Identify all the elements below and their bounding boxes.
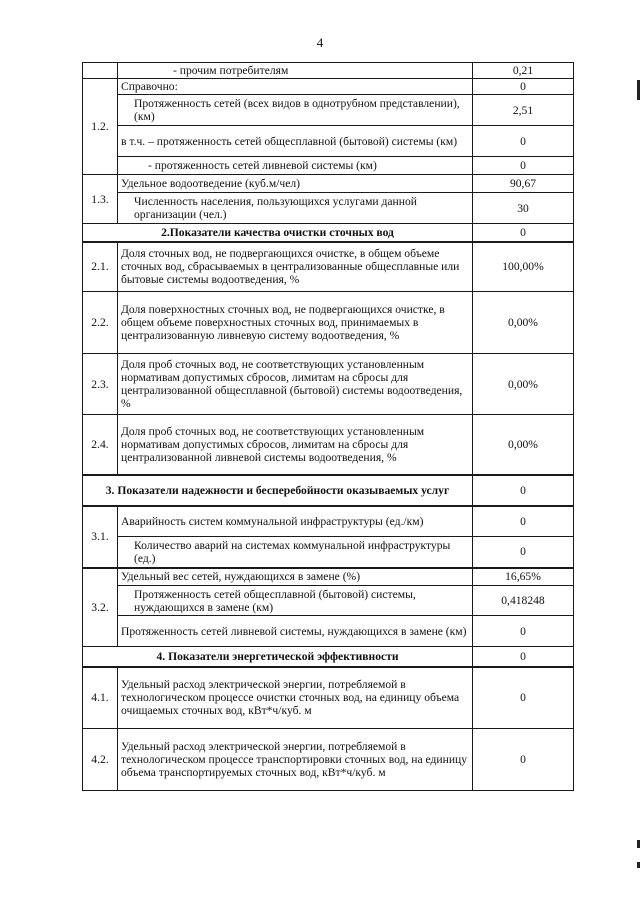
section-title: 4. Показатели энергетической эффективности [83, 647, 473, 667]
row-number: 4.2. [83, 729, 118, 791]
row-value: 30 [473, 193, 574, 224]
table-row [83, 354, 574, 415]
row-description: Протяженность сетей ливневой системы, нуждающихся в замене (км) [118, 616, 473, 647]
table-row [83, 175, 574, 193]
row-value: 0 [473, 537, 574, 568]
section-value: 0 [473, 224, 574, 242]
table-row [83, 193, 574, 224]
row-number: 1.2. [83, 79, 118, 175]
page-number: 4 [316, 35, 324, 50]
row-value: 0 [473, 667, 574, 729]
table-row [83, 729, 574, 791]
row-number: 1.3. [83, 175, 118, 224]
section-header-row [83, 647, 574, 667]
row-value: 100,00% [473, 242, 574, 292]
table-row [83, 616, 574, 647]
row-value: 2,51 [473, 95, 574, 126]
row-description: Удельное водоотведение (куб.м/чел) [118, 175, 473, 193]
section-value: 0 [473, 647, 574, 667]
row-value: 0 [473, 126, 574, 157]
row-description: Удельный расход электрической энергии, потребляемой в технологическом процессе транспортировки сточных вод, на единицу объема транспортируемых сточных вод, кВт*ч/куб. м [118, 729, 473, 791]
row-description: - протяженность сетей ливневой системы (км) [118, 157, 473, 175]
row-number: 2.1. [83, 242, 118, 292]
row-number: 3.1. [83, 506, 118, 568]
row-value: 0,418248 [473, 586, 574, 616]
section-value: 0 [473, 475, 574, 506]
row-number: 2.2. [83, 292, 118, 354]
table-row [83, 415, 574, 475]
table-row [83, 126, 574, 157]
row-description: Удельный расход электрической энергии, потребляемой в технологическом процессе очистки сточных вод, на единицу объема очищаемых сточных вод, кВт*ч/куб. м [118, 667, 473, 729]
table-row [83, 95, 574, 126]
row-value: 0,00% [473, 415, 574, 475]
row-value: 0,21 [473, 63, 574, 79]
row-value: 0 [473, 506, 574, 537]
row-description: - прочим потребителям [118, 63, 473, 79]
row-description: Доля проб сточных вод, не соответствующих установленным нормативам допустимых сбросов, лимитам на сбросы для централизованной ливневой системы водоотведения, % [118, 415, 473, 475]
row-value: 0,00% [473, 292, 574, 354]
table-row [83, 157, 574, 175]
table-row [83, 537, 574, 568]
row-description: Доля проб сточных вод, не соответствующих установленным нормативам допустимых сбросов, лимитам на сбросы для централизованной общесплавной (бытовой) системы водоотведения, % [118, 354, 473, 415]
row-description: Аварийность систем коммунальной инфраструктуры (ед./км) [118, 506, 473, 537]
table-row [83, 242, 574, 292]
row-description: Протяженность сетей общесплавной (бытовой) системы, нуждающихся в замене (км) [118, 586, 473, 616]
row-description: Численность населения, пользующихся услугами данной организации (чел.) [118, 193, 473, 224]
table-row [83, 506, 574, 537]
row-description: в т.ч. – протяженность сетей общесплавной (бытовой) системы (км) [118, 126, 473, 157]
section-title: 3. Показатели надежности и бесперебойности оказываемых услуг [83, 475, 473, 506]
row-value: 0 [473, 79, 574, 95]
indicators-table [82, 62, 574, 791]
row-value: 0 [473, 729, 574, 791]
row-value: 0,00% [473, 354, 574, 415]
row-description: Доля поверхностных сточных вод, не подвергающихся очистке, в общем объеме поверхностных сточных вод, принимаемых в централизованную ливневую систему водоотведения, % [118, 292, 473, 354]
table-row [83, 586, 574, 616]
row-value: 16,65% [473, 568, 574, 586]
table-row [83, 292, 574, 354]
row-number: 4.1. [83, 667, 118, 729]
table-row [83, 568, 574, 586]
row-number: 2.3. [83, 354, 118, 415]
row-value: 90,67 [473, 175, 574, 193]
row-description: Удельный вес сетей, нуждающихся в замене (%) [118, 568, 473, 586]
row-number: 2.4. [83, 415, 118, 475]
section-header-row [83, 475, 574, 506]
table-row [83, 667, 574, 729]
section-header-row [83, 224, 574, 242]
row-description: Протяженность сетей (всех видов в однотрубном представлении), (км) [118, 95, 473, 126]
table-row [83, 63, 574, 79]
row-description: Справочно: [118, 79, 473, 95]
row-number-cell [83, 63, 118, 79]
row-number: 3.2. [83, 568, 118, 647]
row-value: 0 [473, 616, 574, 647]
table-row [83, 79, 574, 95]
row-description: Количество аварий на системах коммунальной инфраструктуры (ед.) [118, 537, 473, 568]
section-title: 2.Показатели качества очистки сточных вод [83, 224, 473, 242]
row-value: 0 [473, 157, 574, 175]
row-description: Доля сточных вод, не подвергающихся очистке, в общем объеме сточных вод, сбрасываемых в централизованные общесплавные или бытовые системы водоотведения, % [118, 242, 473, 292]
